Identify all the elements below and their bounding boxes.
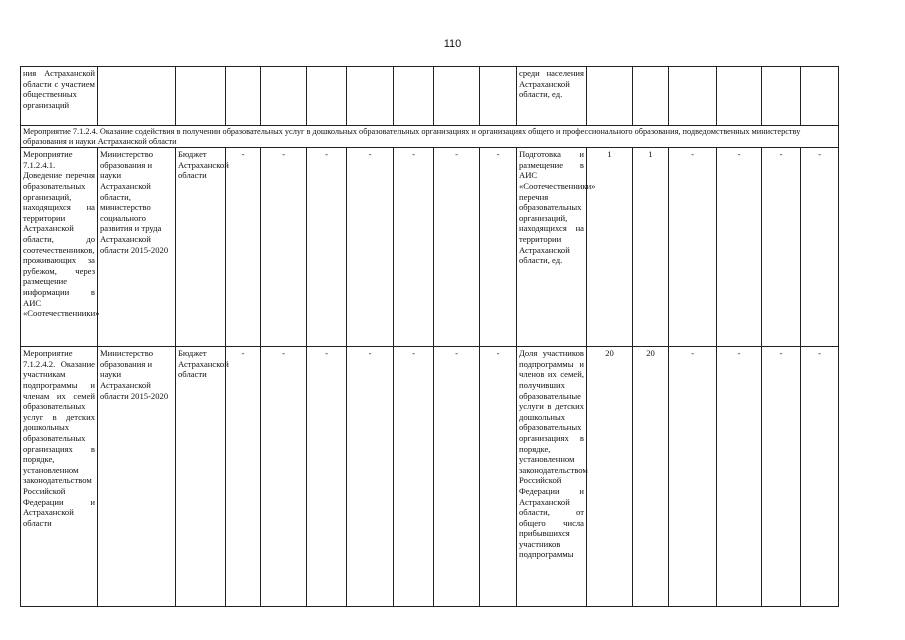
funding-cell: - [434,347,480,607]
value-cell: 1 [587,148,633,347]
source-cell: Бюджет Астраханской области [176,148,226,347]
funding-cell: - [394,148,434,347]
funding-cell: - [347,148,394,347]
table-row [21,148,839,347]
funding-cell: - [394,347,434,607]
funding-cell: - [480,148,517,347]
source-cell: Бюджет Астраханской области [176,347,226,607]
table-row [21,347,839,607]
value-cell: - [762,148,801,347]
value-cell: 20 [587,347,633,607]
indicator-cell: Доля участников подпрограммы и членов их семей, получивших образовательные услуги в детских дошкольных образовательных организациях в порядке, установленном законодательством Российской Федерации и Астраханской области, от общего числа прибывшихся участников подпрограммы [517,347,587,607]
value-cell: - [717,347,762,607]
activity-cell: ния Астраханской области с участием общественных организаций [21,67,98,126]
value-cell: - [669,347,717,607]
activity-cell: Мероприятие 7.1.2.4.2. Оказание участникам подпрограммы и членам их семей образовательных услуг в детских дошкольных образовательных организациях в порядке, установленном законодательством Российской Федерации и Астраханской области [21,347,98,607]
funding-cell: - [226,347,261,607]
value-cell: - [801,347,839,607]
value-cell: 20 [633,347,669,607]
page-number: 110 [443,38,462,50]
value-cell: - [801,148,839,347]
executor-cell: Министерство образования и науки Астраханской области, министерство социального развития и труда Астраханской области 2015-2020 [98,148,176,347]
funding-cell: - [226,148,261,347]
executor-cell: Министерство образования и науки Астраханской области 2015-2020 [98,347,176,607]
indicator-cell: Подготовка и размещение в АИС «Соотечественники» перечня образовательных организаций, находящихся на территории Астраханской области, ед. [517,148,587,347]
funding-cell: - [307,347,347,607]
funding-cell: - [347,347,394,607]
value-cell: 1 [633,148,669,347]
value-cell: - [762,347,801,607]
value-cell: - [669,148,717,347]
program-table [20,66,839,607]
funding-cell: - [261,148,307,347]
indicator-cell: среди населения Астраханской области, ед. [517,67,587,126]
section-header-row [21,126,839,148]
funding-cell: - [307,148,347,347]
section-header: Мероприятие 7.1.2.4. Оказание содействия в получении образовательных услуг в дошкольных образовательных организациях и организациях общего и профессионального образования, подведомственных министерству образования и науки Астраханской области [21,126,839,148]
funding-cell: - [261,347,307,607]
table-row [21,67,839,126]
value-cell: - [717,148,762,347]
funding-cell: - [480,347,517,607]
activity-cell: Мероприятие 7.1.2.4.1. Доведение перечня образовательных организаций, находящихся на территории Астраханской области, до соотечественников, проживающих за рубежом, через размещение информации в АИС «Соотечественники» [21,148,98,347]
funding-cell: - [434,148,480,347]
